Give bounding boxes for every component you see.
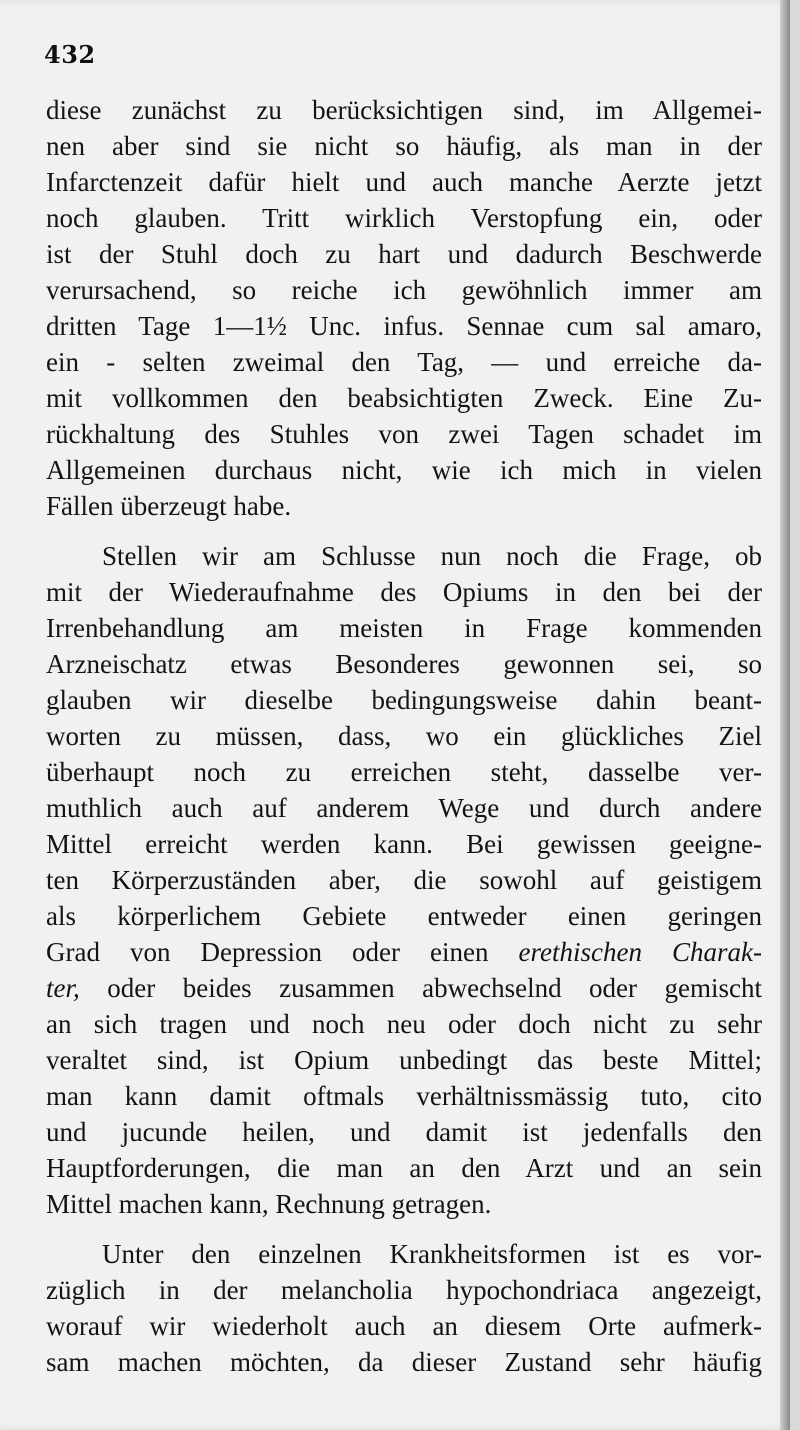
text-line: sam machen möchten, da dieser Zustand sehr häufig — [46, 1347, 762, 1377]
text-line: ein - selten zweimal den Tag, — und erreiche da- — [46, 347, 762, 377]
text-line: überhaupt noch zu erreichen steht, dasselbe ver- — [46, 757, 762, 787]
page-number: 432 — [44, 40, 96, 69]
text-line: Infarctenzeit dafür hielt und auch manche Aerzte jetzt — [46, 167, 762, 197]
text-line: und jucunde heilen, und damit ist jedenfalls den — [46, 1117, 762, 1147]
text-run: Grad von Depression oder einen — [46, 937, 519, 967]
text-line: züglich in der melancholia hypochondriaca angezeigt, — [46, 1275, 762, 1305]
text-line: mit der Wiederaufnahme des Opiums in den bei der — [46, 577, 762, 607]
text-run: oder beides zusammen abwechselnd oder gemischt — [79, 973, 762, 1003]
body-text — [46, 92, 762, 1380]
text-line: muthlich auch auf anderem Wege und durch andere — [46, 793, 762, 823]
text-line: ist der Stuhl doch zu hart und dadurch Beschwerde — [46, 239, 762, 269]
text-line: als körperlichem Gebiete entweder einen geringen — [46, 901, 762, 931]
text-line: worten zu müssen, dass, wo ein glückliches Ziel — [46, 721, 762, 751]
italic-text-run: erethischen Charak- — [518, 937, 762, 967]
text-line: dritten Tage 1—1½ Unc. infus. Sennae cum sal amaro, — [46, 311, 762, 341]
text-line: Fällen überzeugt habe. — [46, 491, 292, 521]
text-line: Mittel erreicht werden kann. Bei gewissen geeigne- — [46, 829, 762, 859]
text-line: ten Körperzuständen aber, die sowohl auf geistigem — [46, 865, 762, 895]
paragraph-gap — [46, 524, 762, 538]
text-line: mit vollkommen den beabsichtigten Zweck. Eine Zu- — [46, 383, 762, 413]
italic-text-run: ter, — [46, 973, 80, 1003]
paragraph-2 — [46, 538, 762, 1222]
text-line: rückhaltung des Stuhles von zwei Tagen schadet im — [46, 419, 762, 449]
text-line — [46, 970, 762, 1006]
text-line: Hauptforderungen, die man an den Arzt und an sein — [46, 1153, 762, 1183]
page-edge-shadow — [780, 0, 790, 1430]
text-line: Irrenbehandlung am meisten in Frage kommenden — [46, 613, 762, 643]
text-line: diese zunächst zu berücksichtigen sind, im Allgemei- — [46, 95, 762, 125]
text-line: man kann damit oftmals verhältnissmässig tuto, cito — [46, 1081, 762, 1111]
paragraph-gap — [46, 1222, 762, 1236]
text-line: Mittel machen kann, Rechnung getragen. — [46, 1189, 492, 1219]
text-line — [46, 934, 762, 970]
text-line: worauf wir wiederholt auch an diesem Orte aufmerk- — [46, 1311, 762, 1341]
paragraph-3 — [46, 1236, 762, 1380]
text-line: glauben wir dieselbe bedingungsweise dahin beant- — [46, 685, 762, 715]
text-line: verursachend, so reiche ich gewöhnlich immer am — [46, 275, 762, 305]
text-line: Allgemeinen durchaus nicht, wie ich mich in vielen — [46, 455, 762, 485]
text-line: noch glauben. Tritt wirklich Verstopfung ein, oder — [46, 203, 762, 233]
text-line: Stellen wir am Schlusse nun noch die Frage, ob — [102, 541, 762, 571]
text-line: Unter den einzelnen Krankheitsformen ist es vor- — [102, 1239, 762, 1269]
text-line: Arzneischatz etwas Besonderes gewonnen sei, so — [46, 649, 762, 679]
text-line: an sich tragen und noch neu oder doch nicht zu sehr — [46, 1009, 762, 1039]
paragraph-1 — [46, 92, 762, 524]
text-line: veraltet sind, ist Opium unbedingt das beste Mittel; — [46, 1045, 762, 1075]
text-line: nen aber sind sie nicht so häufig, als man in der — [46, 131, 762, 161]
